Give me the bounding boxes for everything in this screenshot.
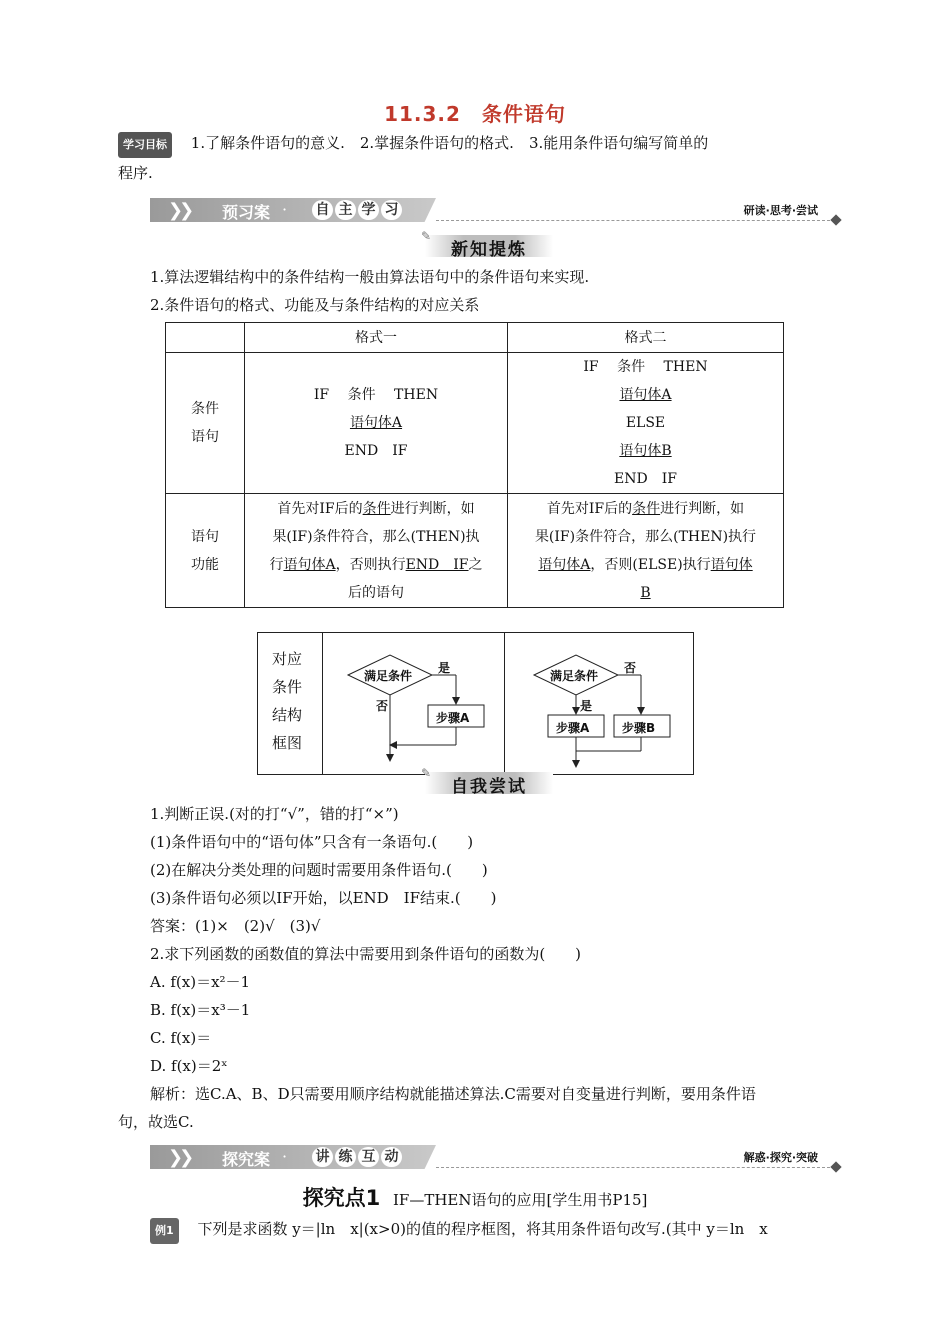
section-title: IF—THEN语句的应用[学生用书P15] xyxy=(393,1191,648,1209)
flow-label-line: 条件 xyxy=(272,678,303,696)
flow-no-left: 否 xyxy=(376,699,389,713)
format1-function xyxy=(245,494,508,608)
text: ，否则执行 xyxy=(335,556,406,573)
format2-function xyxy=(508,494,784,608)
objectives xyxy=(118,132,708,158)
subhead-text: 新知提炼 xyxy=(451,240,527,260)
banner-label: 预习案 xyxy=(222,203,271,222)
banner-pills xyxy=(312,200,402,220)
section-heading xyxy=(0,1182,950,1212)
row-label-line: 条件 xyxy=(191,401,219,417)
code-line: 语句体A xyxy=(619,387,672,403)
flowchart-box xyxy=(257,632,694,775)
q1-answer: 答案：(1)× (2)√ (3)√ xyxy=(150,917,321,935)
q2-option-b: B. f(x)＝x³－1 xyxy=(150,1001,251,1019)
text: 语句体 xyxy=(710,556,753,573)
row-label-statement xyxy=(166,353,245,494)
diamond-icon xyxy=(830,1161,841,1172)
objectives-badge: 学习目标 xyxy=(118,132,172,158)
section-number: 探究点1 xyxy=(302,1186,381,1210)
subhead-new-knowledge xyxy=(421,229,553,260)
flow-step-a-left: 步骤A xyxy=(436,711,470,725)
banner-preview xyxy=(150,198,840,222)
subhead-text: 自我尝试 xyxy=(451,777,527,797)
banner-dot: · xyxy=(282,200,288,219)
row-label-function xyxy=(166,494,245,608)
subhead-self-try xyxy=(421,766,553,797)
text: ，否则(ELSE)执行 xyxy=(590,556,711,573)
page-title: 11.3.2 条件语句 xyxy=(384,102,566,126)
format1-syntax xyxy=(245,353,508,494)
example-1 xyxy=(150,1218,768,1244)
q1-item-1: (1)条件语句中的“语句体”只含有一条语句.( ) xyxy=(150,833,474,851)
banner-dot: · xyxy=(282,1147,288,1166)
banner-pill: 主 xyxy=(335,200,356,220)
banner-pill: 习 xyxy=(381,200,402,220)
q1-item-2: (2)在解决分类处理的问题时需要用条件语句.( ) xyxy=(150,861,488,879)
double-chevron-icon: ❯❯ xyxy=(168,200,191,221)
banner-pills xyxy=(312,1147,402,1167)
text: 首先对IF后的 xyxy=(277,500,363,517)
paragraph-1: 1.算法逻辑结构中的条件结构一般由算法语句中的条件语句来实现. xyxy=(150,268,590,286)
code-line: 语句体A xyxy=(349,415,403,431)
text: 果(IF)条件符合，那么(THEN)执 xyxy=(272,528,480,545)
text: 进行判断，如 xyxy=(390,500,475,517)
banner-pill: 学 xyxy=(358,200,379,220)
objectives-line2: 程序. xyxy=(118,164,153,182)
code-line: ELSE xyxy=(625,415,666,431)
text: 首先对IF后的 xyxy=(546,500,633,517)
text: 行 xyxy=(269,556,284,573)
table-header-format2: 格式二 xyxy=(508,323,784,353)
table-corner xyxy=(166,323,245,353)
pen-icon: ✎ xyxy=(421,766,434,780)
table-header-format1: 格式一 xyxy=(245,323,508,353)
example-badge: 例1 xyxy=(150,1218,179,1244)
double-chevron-icon: ❯❯ xyxy=(168,1147,191,1168)
flow-no-right: 否 xyxy=(624,661,637,675)
text: 条件 xyxy=(362,500,391,517)
banner-pill: 互 xyxy=(358,1147,379,1167)
text: 语句体A xyxy=(538,556,591,573)
q2-stem: 2.求下列函数的函数值的算法中需要用到条件语句的函数为( ) xyxy=(150,945,582,963)
objectives-line1: 1.了解条件语句的意义. 2.掌握条件语句的格式. 3.能用条件语句编写简单的 xyxy=(190,134,709,152)
flow-label-line: 结构 xyxy=(272,706,303,724)
q2-option-a: A. f(x)＝x²－1 xyxy=(150,973,251,991)
text: END IF xyxy=(405,556,469,573)
text: 之 xyxy=(468,556,483,573)
flow-yes-right: 是 xyxy=(580,699,593,713)
example-text: 下列是求函数 y＝|ln x|(x>0)的值的程序框图，将其用条件语句改写.(其中 y＝ln x xyxy=(197,1220,768,1238)
q1-stem: 1.判断正误.(对的打“√”，错的打“×”) xyxy=(150,805,399,823)
banner-explore xyxy=(150,1145,840,1169)
text: 果(IF)条件符合，那么(THEN)执行 xyxy=(534,528,757,545)
text: 条件 xyxy=(632,500,661,517)
format-table xyxy=(165,322,784,608)
code-line: IF 条件 THEN xyxy=(583,359,708,375)
row-label-line: 语句 xyxy=(191,528,219,545)
diamond-icon xyxy=(830,214,841,225)
banner-label: 探究案 xyxy=(222,1150,271,1169)
q2-option-d: D. f(x)＝2ˣ xyxy=(150,1057,228,1075)
text: 进行判断，如 xyxy=(660,500,745,517)
q1-item-3: (3)条件语句必须以IF开始，以END IF结束.( ) xyxy=(150,889,497,907)
q2-analysis-1: 解析：选C.A、B、D只需要用顺序结构就能描述算法.C需要对自变量进行判断，要用条件语 xyxy=(150,1085,756,1103)
banner-rule xyxy=(436,220,830,221)
row-label-line: 语句 xyxy=(191,429,219,445)
q2-option-c: C. f(x)＝ xyxy=(150,1029,212,1047)
banner-right-text: 解惑·探究·突破 xyxy=(743,1151,818,1164)
banner-pill: 动 xyxy=(381,1147,402,1167)
pen-icon: ✎ xyxy=(421,229,434,243)
text: 后的语句 xyxy=(348,584,404,601)
banner-pill: 讲 xyxy=(312,1147,333,1167)
code-line: IF 条件 THEN xyxy=(313,387,439,403)
code-line: END IF xyxy=(344,443,408,459)
code-line: 语句体B xyxy=(619,443,672,459)
banner-pill: 练 xyxy=(335,1147,356,1167)
code-line: END IF xyxy=(614,471,677,487)
flow-cond-right: 满足条件 xyxy=(550,669,599,683)
flow-label-line: 框图 xyxy=(272,734,303,752)
text: 语句体A xyxy=(283,556,336,573)
flowchart-diagram xyxy=(258,633,693,774)
q2-analysis-2: 句，故选C. xyxy=(118,1113,194,1131)
flow-yes-left: 是 xyxy=(438,661,451,675)
banner-right-text: 研读·思考·尝试 xyxy=(743,204,818,217)
banner-pill: 自 xyxy=(312,200,333,220)
banner-rule xyxy=(436,1167,830,1168)
flow-label-line: 对应 xyxy=(272,650,303,668)
flow-step-b-right: 步骤B xyxy=(622,721,656,735)
row-label-line: 功能 xyxy=(191,556,219,573)
flow-step-a-right: 步骤A xyxy=(556,721,590,735)
text: B xyxy=(640,584,651,601)
paragraph-2: 2.条件语句的格式、功能及与条件结构的对应关系 xyxy=(150,296,480,314)
format2-syntax xyxy=(508,353,784,494)
flow-cond-left: 满足条件 xyxy=(364,669,413,683)
